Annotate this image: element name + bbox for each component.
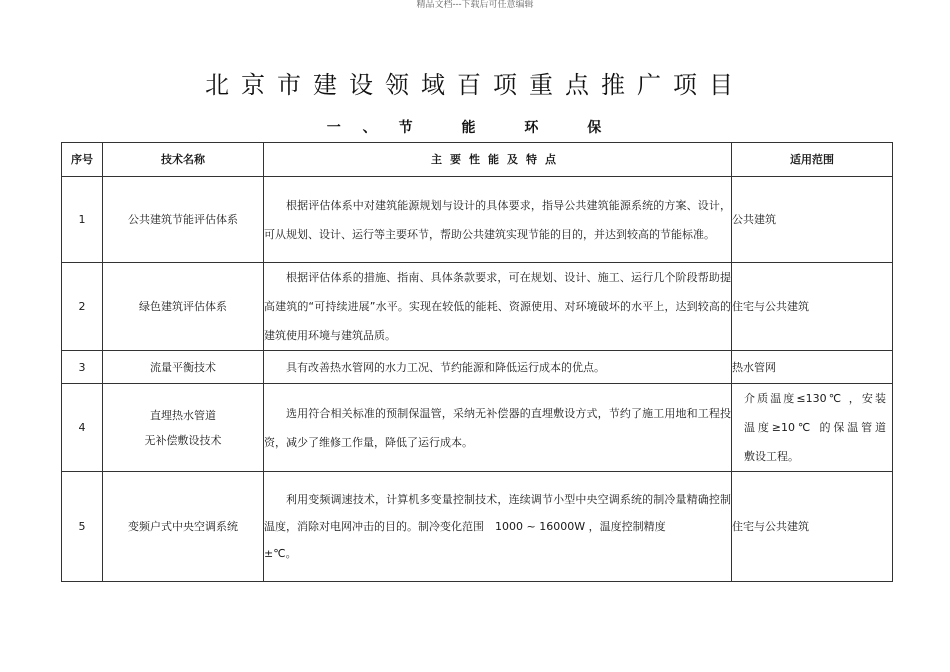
technology-table [61, 142, 893, 582]
table-row [62, 351, 893, 384]
header-tech-name: 技术名称 [103, 143, 264, 177]
header-number: 序号 [62, 143, 103, 177]
table-row [62, 177, 893, 263]
row-tech-name [103, 384, 264, 472]
row-scope [732, 351, 893, 384]
header-watermark: 精品文档---下载后可任意编辑 [416, 0, 534, 10]
row-number: 1 [62, 177, 103, 263]
row-features [264, 384, 732, 472]
scope-line: 热水管网 [732, 360, 776, 374]
row-tech-name [103, 263, 264, 351]
features-text: 根据评估体系的措施、指南、具体条款要求，可在规划、设计、施工、运行几个阶段帮助提高建筑的“可持续进展”水平。实现在较低的能耗、资源使用、对环境破坏的水平上，达到较高的建筑使用环境与建筑品质。 [264, 271, 731, 342]
row-tech-name [103, 351, 264, 384]
tech-name-line: 无补偿敷设技术 [144, 433, 222, 447]
row-scope [732, 384, 893, 472]
scope-line: 公共建筑 [732, 213, 776, 226]
table-header-row [62, 143, 893, 177]
row-scope [732, 177, 893, 263]
row-number: 2 [62, 263, 103, 351]
scope-line: 住宅与公共建筑 [732, 520, 809, 533]
tech-name-line: 公共建筑节能评估体系 [128, 213, 238, 226]
table-row [62, 263, 893, 351]
table-row [62, 472, 893, 582]
row-tech-name [103, 177, 264, 263]
scope-line: 温度≥10℃ 的保温管道 [744, 421, 886, 434]
scope-line: 敷设工程。 [744, 450, 799, 463]
tech-name-line: 流量平衡技术 [150, 360, 216, 374]
features-text: 选用符合相关标准的预制保温管，采纳无补偿器的直埋敷设方式，节约了施工用地和工程投资，减少了维修工作量，降低了运行成本。 [264, 406, 731, 449]
scope-line: 住宅与公共建筑 [732, 300, 809, 313]
row-scope [732, 263, 893, 351]
features-text: 根据评估体系中对建筑能源规划与设计的具体要求，指导公共建筑能源系统的方案、设计，可从规划、设计、运行等主要环节，帮助公共建筑实现节能的目的，并达到较高的节能标准。 [264, 198, 731, 241]
scope-line: 介质温度≤130℃ ，安装 [744, 392, 886, 405]
row-features [264, 472, 732, 582]
row-features [264, 351, 732, 384]
row-features [264, 263, 732, 351]
row-number: 3 [62, 351, 103, 384]
tech-name-line: 绿色建筑评估体系 [139, 300, 227, 313]
row-scope [732, 472, 893, 582]
section-heading: 一、节 能 环 保 [326, 120, 624, 136]
table-row [62, 384, 893, 472]
header-features: 主要性能及特点 [264, 143, 732, 177]
row-number: 4 [62, 384, 103, 472]
document-title: 北京市建设领域百项重点推广项目 [205, 71, 745, 99]
features-text: 利用变频调速技术，计算机多变量控制技术，连续调节小型中央空调系统的制冷量精确控制温度，消除对电网冲击的目的。制冷变化范围 1000 ~ 16000W ，温度控制精度 [264, 493, 731, 533]
features-text: ±℃。 [264, 547, 297, 560]
features-text: 具有改善热水管网的水力工况、节约能源和降低运行成本的优点。 [286, 360, 605, 374]
row-features [264, 177, 732, 263]
header-scope: 适用范围 [732, 143, 893, 177]
tech-name-line: 直埋热水管道 [150, 408, 216, 422]
row-number: 5 [62, 472, 103, 582]
tech-name-line: 变频户式中央空调系统 [128, 520, 238, 533]
row-tech-name [103, 472, 264, 582]
